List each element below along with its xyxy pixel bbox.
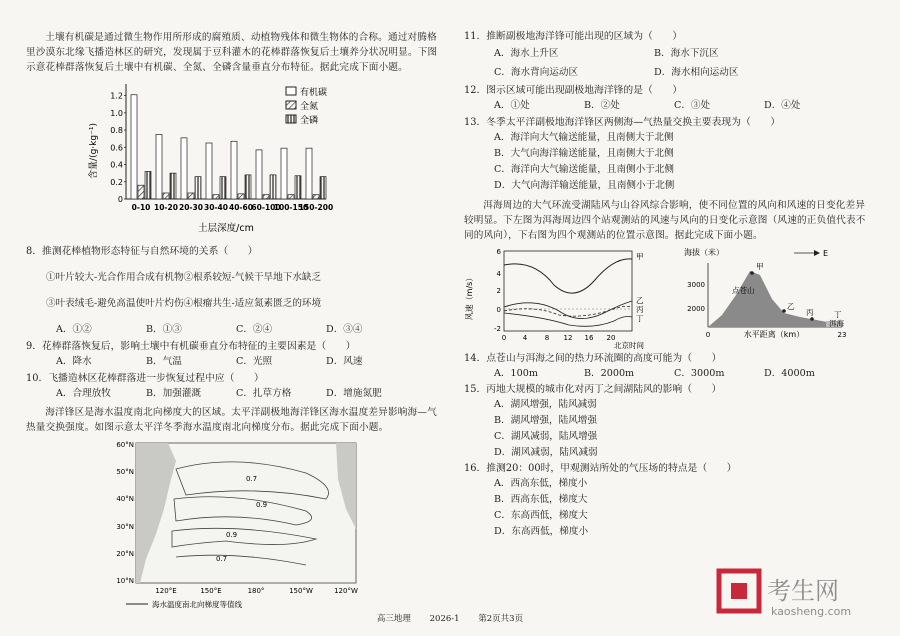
intro-wind: 洱海周边的大气环流受湖陆风与山谷风综合影响，使不同位置的风向和风速的日变化差异较明显。下左图为洱海周边四个站观测站的风速与风向的日变化示意图（风速的正负值代表不同的风向），下右图为四个观测站的位置示意图。据此完成下面小题。	[464, 200, 866, 241]
q10-option-b[interactable]: B．加强灌溉	[146, 387, 202, 399]
soil-chart	[86, 79, 446, 239]
wind-frame	[504, 251, 632, 331]
kaosheng-logo	[715, 565, 885, 621]
q12-option-c[interactable]: C．③处	[674, 100, 711, 111]
q11-options	[494, 44, 874, 82]
bar-phosphorus-30-40	[220, 177, 226, 199]
question-10	[26, 372, 446, 402]
q13-option-d[interactable]: D．大气向海洋输送能量，且南侧小于北侧	[494, 180, 675, 191]
lat-label: 60°N	[116, 440, 134, 449]
series-yi: 乙	[636, 296, 644, 305]
q11-option-a[interactable]: A．海水上升区	[494, 48, 559, 59]
map-lon-labels	[155, 587, 358, 595]
q8-option-d[interactable]: D．③④	[326, 323, 363, 335]
lon-label: 180°	[247, 586, 265, 595]
bar-phosphorus-60-100	[270, 175, 276, 199]
profile-x-tick: 23	[837, 331, 847, 339]
profile-x-tick: 0	[705, 331, 711, 339]
label-ding: 丁	[834, 310, 842, 319]
question-8	[26, 245, 446, 338]
q15-stem: 15．丙地大规模的城市化对丙丁之间湖陆风的影响（ ）	[464, 384, 722, 395]
q8-option-a[interactable]: A．①②	[56, 323, 92, 335]
label-bing: 丙	[806, 308, 814, 317]
q9-option-d[interactable]: D．风速	[326, 355, 363, 367]
profile-y-tick: 3000	[687, 281, 705, 289]
bar-phosphorus-40-60	[245, 175, 251, 199]
soil-x-tick: 40-60	[229, 203, 253, 212]
q16-option-a[interactable]: A．西高东低，梯度小	[494, 478, 588, 489]
bar-phosphorus-100-150	[295, 176, 301, 199]
soil-x-tick: 30-40	[204, 203, 228, 212]
footer-date: 2026-1	[429, 614, 460, 624]
question-15	[464, 383, 874, 461]
elevation-profile	[674, 245, 864, 350]
bar-carbon-60-100	[256, 150, 262, 199]
soil-x-tick: 150-200	[298, 203, 334, 212]
soil-x-tick: 20-30	[179, 203, 203, 212]
lon-label: 120°W	[334, 586, 358, 595]
q8-line-2: ③叶表绒毛-避免高温使叶片灼伤④根瘤共生-适应氮素匮乏的环境	[46, 298, 322, 310]
logo-url: kaosheng.com	[771, 605, 852, 618]
q8-stem: 8．推测花棒植物形态特征与自然环境的关系（ ）	[26, 246, 258, 257]
bar-nitrogen-0-10	[138, 185, 144, 199]
q11-stem: 11．推断副极地海洋锋可能出现的区域为（ ）	[464, 31, 683, 42]
bar-nitrogen-150-200	[313, 195, 319, 199]
question-12	[464, 84, 874, 114]
q14-option-d[interactable]: D．4000m	[764, 368, 815, 379]
q13-option-b[interactable]: B．大气向海洋输送能量，且南侧大于北侧	[494, 148, 674, 159]
legend-phosphorus: 全磷	[300, 116, 319, 126]
label-jia: 甲	[756, 262, 764, 271]
bar-phosphorus-10-20	[170, 173, 176, 199]
soil-y-tick: 0	[117, 195, 123, 204]
q9-option-b[interactable]: B．气温	[146, 355, 182, 367]
legend-swatch-phosphorus	[286, 115, 296, 123]
lon-label: 120°E	[155, 586, 177, 595]
map-lat-labels	[116, 441, 134, 585]
contour-label-1: 0.7	[246, 474, 258, 483]
wind-chart	[464, 245, 664, 350]
q15-option-a[interactable]: A．湖风增强，陆风减弱	[494, 399, 597, 410]
lon-label: 150°W	[289, 586, 313, 595]
q13-stem: 13．冬季太平洋副极地海洋锋区两侧海—气热量交换主要表现为（ ）	[464, 117, 781, 128]
legend-nitrogen: 全氮	[300, 102, 319, 112]
q12-option-a[interactable]: A．①处	[494, 100, 530, 111]
lon-label: 150°E	[200, 586, 222, 595]
q15-option-d[interactable]: D．湖风减弱，陆风减弱	[494, 447, 598, 458]
profile-ylabel: 海拔（米）	[684, 248, 724, 257]
soil-ylabel: 含量/(g·kg⁻¹)	[89, 123, 99, 179]
wind-x-tick: 12	[563, 334, 573, 342]
left-column	[26, 30, 446, 613]
q16-option-d[interactable]: D．东高西低，梯度小	[494, 526, 589, 537]
soil-x-tick: 60-100	[251, 203, 281, 212]
station-yi-dot	[782, 309, 786, 313]
soil-legend	[286, 86, 327, 126]
q10-options	[56, 386, 446, 402]
wind-y-tick: 0	[496, 306, 501, 314]
soil-y-tick: 0.2	[110, 177, 123, 187]
bar-nitrogen-60-100	[263, 195, 269, 199]
footer-subject: 高三地理	[376, 614, 411, 624]
soil-xlabel: 土层深度/cm	[198, 223, 254, 234]
lat-label: 50°N	[116, 467, 134, 476]
soil-x-tick: 100-150	[273, 203, 309, 212]
label-yi: 乙	[787, 302, 795, 311]
q16-stem: 16．推测20：00时，甲观测站所处的气压场的特点是（ ）	[464, 463, 737, 474]
q9-option-a[interactable]: A．降水	[56, 355, 92, 367]
label-erhai: 洱海	[829, 319, 844, 328]
bar-carbon-100-150	[281, 148, 287, 199]
q10-stem: 10．飞播造林区花棒群落进一步恢复过程中应（ ）	[26, 372, 264, 384]
contour-label-3: 0.9	[226, 530, 238, 539]
q15-option-c[interactable]: C．湖风减弱，陆风增强	[494, 431, 598, 442]
label-cangshan: 点苍山	[732, 286, 755, 295]
contour-label-4: 0.7	[216, 554, 228, 563]
legend-carbon: 有机碳	[300, 88, 328, 98]
bar-nitrogen-30-40	[213, 195, 219, 199]
wind-xlabel: 北京时间	[614, 341, 644, 350]
series-jia-line	[504, 259, 632, 293]
q8-line-1: ①叶片较大-光合作用合成有机物②根系较短-气候干旱地下水缺乏	[46, 271, 322, 283]
bar-nitrogen-40-60	[238, 194, 244, 199]
wind-x-tick: 20	[606, 334, 616, 342]
bar-nitrogen-10-20	[163, 193, 169, 199]
series-bing: 丙	[636, 305, 644, 314]
soil-y-tick: 1.2	[110, 91, 123, 101]
right-column	[464, 30, 874, 540]
wind-y-tick: 6	[496, 248, 501, 256]
q8-options	[56, 322, 446, 338]
q14-options	[494, 366, 874, 382]
soil-y-tick: 0.8	[110, 126, 123, 136]
q10-option-a[interactable]: A．合理放牧	[56, 387, 111, 399]
wind-x-tick: 4	[522, 334, 528, 342]
wind-x-tick: 16	[584, 334, 594, 342]
bar-nitrogen-20-30	[188, 193, 194, 199]
intro-soil: 土壤有机碳是通过微生物作用所形成的腐殖质、动植物残体和微生物体的合称。通过对腾格里沙漠东北缘飞播造林区的研究，发现属于豆科灌木的花棒群落恢复后土壤养分状况明显。下图示意花棒群落恢复后土壤中有机碳、全氮、全磷含量垂直分布特征。据此完成下面小题。	[26, 32, 438, 73]
q16-option-c[interactable]: C．东高西低，梯度大	[494, 510, 588, 521]
soil-y-tick: 0.4	[110, 160, 123, 170]
wind-x-ticks	[502, 334, 616, 342]
q13-option-c[interactable]: C．海洋向大气输送能量，且南侧小于北侧	[494, 164, 675, 175]
question-13	[464, 116, 874, 194]
q12-options	[494, 98, 874, 114]
logo-mark-inner	[731, 583, 747, 599]
wind-y-tick: 2	[496, 287, 501, 295]
bar-carbon-150-200	[306, 148, 312, 199]
bar-nitrogen-100-150	[288, 195, 294, 199]
mountain-profile	[708, 271, 842, 327]
soil-y-tick: 1.0	[110, 108, 123, 118]
series-ding: 丁	[636, 314, 644, 323]
lat-label: 10°N	[116, 576, 134, 585]
bar-carbon-30-40	[206, 143, 212, 199]
contour-label-2: 0.9	[256, 500, 268, 509]
q9-option-c[interactable]: C．光照	[236, 355, 273, 367]
arrow-head-icon	[814, 250, 820, 256]
q16-option-b[interactable]: B．西高东低，梯度大	[494, 494, 588, 505]
profile-xlabel: 水平距离（km）	[743, 330, 805, 339]
q9-stem: 9．花棒群落恢复后，影响土壤中有机碳垂直分布特征的主要因素是（ ）	[26, 340, 356, 352]
series-ding-line	[504, 313, 632, 326]
soil-x-tick: 10-20	[154, 203, 178, 212]
q8-option-b[interactable]: B．①③	[146, 323, 182, 335]
lat-label: 40°N	[116, 494, 134, 503]
lat-label: 20°N	[116, 549, 134, 558]
question-16	[464, 462, 874, 540]
wind-y-ticks	[494, 248, 502, 333]
q12-stem: 12．图示区域可能出现副极地海洋锋的是（ ）	[464, 85, 683, 96]
arrow-label: E	[823, 249, 829, 258]
map-legend: 海水温度南北向梯度等值线	[152, 599, 242, 609]
q10-option-c[interactable]: C．扎草方格	[236, 387, 292, 399]
lat-label: 30°N	[116, 522, 134, 531]
bar-carbon-0-10	[131, 95, 137, 199]
q14-option-a[interactable]: A．100m	[494, 368, 538, 379]
q12-option-d[interactable]: D．④处	[764, 100, 801, 111]
q13-option-a[interactable]: A．海洋向大气输送能量，且南侧大于北侧	[494, 132, 674, 143]
q14-stem: 14．点苍山与洱海之间的热力环流圈的高度可能为（ ）	[464, 353, 722, 364]
q15-option-b[interactable]: B．湖风增强，陆风增强	[494, 415, 597, 426]
bar-carbon-20-30	[181, 138, 187, 199]
q11-option-c[interactable]: C．海水背向运动区	[494, 67, 579, 78]
q14-option-c[interactable]: C．3000m	[674, 368, 725, 379]
legend-swatch-nitrogen	[286, 101, 296, 109]
q11-option-d[interactable]: D．海水相向运动区	[654, 67, 739, 78]
wind-figures	[464, 245, 874, 350]
bar-phosphorus-150-200	[320, 177, 326, 199]
profile-y-tick: 2000	[687, 305, 705, 313]
q9-options	[56, 354, 446, 370]
wind-x-tick: 0	[501, 334, 507, 342]
bar-carbon-40-60	[231, 141, 237, 199]
station-bing-dot	[810, 317, 814, 321]
soil-y-tick: 0.6	[110, 143, 123, 153]
legend-swatch-carbon	[286, 87, 296, 95]
footer-page: 第2页共3页	[478, 614, 524, 624]
q8-option-c[interactable]: C．②④	[236, 323, 273, 335]
bar-phosphorus-0-10	[145, 171, 151, 199]
q12-option-b[interactable]: B．②处	[584, 100, 620, 111]
question-9	[26, 340, 446, 370]
bar-carbon-10-20	[156, 134, 162, 199]
q10-option-d[interactable]: D．增施氮肥	[326, 387, 382, 399]
q11-option-b[interactable]: B．海水下沉区	[654, 48, 719, 59]
logo-text: 考生网	[767, 577, 839, 605]
question-14	[464, 352, 874, 382]
wind-ylabel: 风速（m/s）	[465, 273, 474, 321]
bar-phosphorus-20-30	[195, 177, 201, 199]
wind-y-tick: 4	[496, 270, 501, 278]
q14-option-b[interactable]: B．2000m	[584, 368, 635, 379]
soil-x-tick: 0-10	[131, 203, 151, 212]
wind-y-tick: -2	[494, 325, 501, 333]
wind-x-tick: 8	[544, 334, 550, 342]
series-jia: 甲	[636, 252, 644, 261]
station-jia-dot	[750, 271, 754, 275]
series-bing-line	[504, 306, 632, 316]
question-11	[464, 30, 874, 82]
intro-sea: 海洋锋区是海水温度南北向梯度大的区域。太平洋副极地海洋锋区海水温度差异影响海—气热量交换强度。如图示意太平洋冬季海水温度南北向梯度分布。据此完成下面小题。	[26, 406, 437, 433]
pacific-map	[106, 439, 366, 609]
